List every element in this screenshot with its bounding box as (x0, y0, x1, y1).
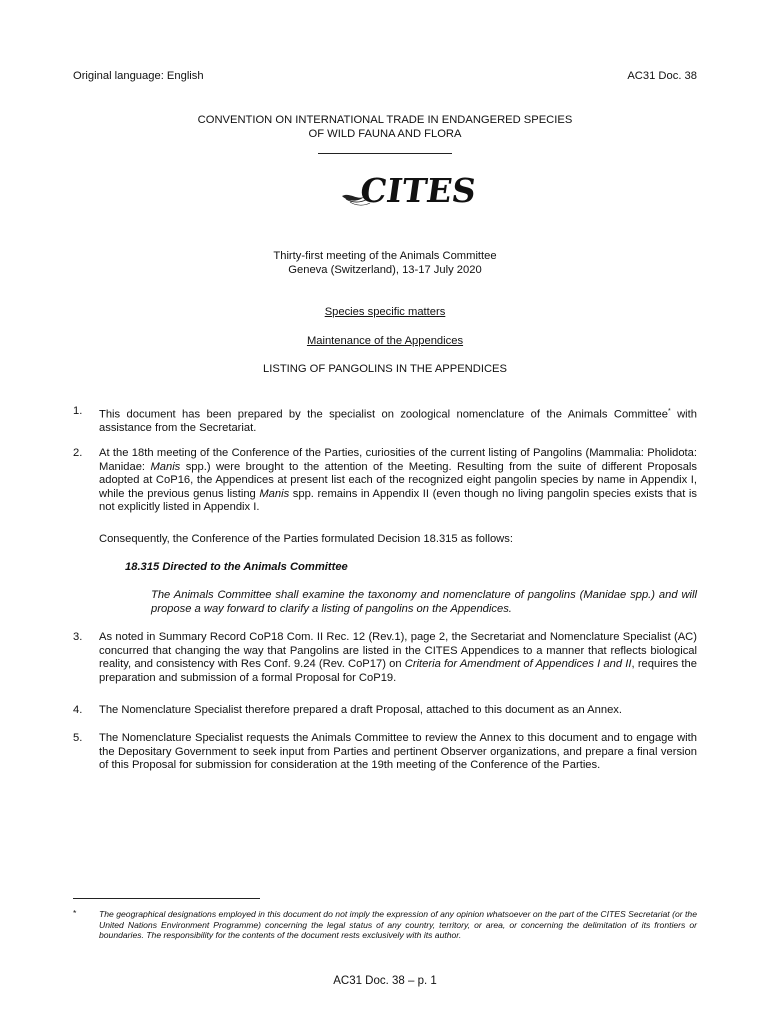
meeting-info (0, 249, 770, 277)
paragraph-1-text: This document has been prepared by the specialist on zoological nomenclature of the Animals Committee* with assistance from the Secretariat. (99, 408, 697, 435)
paragraph-1-number: 1. (73, 405, 83, 417)
paragraph-4 (73, 704, 697, 718)
convention-title-line2: OF WILD FAUNA AND FLORA (308, 128, 462, 140)
decision-heading: 18.315 Directed to the Animals Committee (125, 561, 348, 573)
paragraph-5 (73, 732, 697, 773)
heading-maintenance: Maintenance of the Appendices (306, 335, 464, 347)
paragraph-4-number: 4. (73, 704, 83, 716)
paragraph-2 (73, 447, 697, 515)
meeting-location-date: Geneva (Switzerland), 13-17 July 2020 (288, 264, 482, 276)
consequently-text: Consequently, the Conference of the Parties formulated Decision 18.315 as follows: (99, 533, 513, 545)
decision-text: The Animals Committee shall examine the taxonomy and nomenclature of pangolins (Manidae spp.) and will propose a way forward to clarify a listing of pangolins on the Appendices. (151, 589, 697, 615)
convention-title-line1: CONVENTION ON INTERNATIONAL TRADE IN ENDANGERED SPECIES (197, 114, 573, 126)
meeting-name: Thirty-first meeting of the Animals Committee (273, 250, 497, 262)
convention-title (0, 113, 770, 141)
paragraph-2-number: 2. (73, 447, 83, 459)
footnote (73, 909, 697, 941)
document-number: AC31 Doc. 38 (627, 70, 697, 82)
footnote-text: The geographical designations employed in this document do not imply the expression of any opinion whatsoever on the part of the CITES Secretariat (or the United Nations Environment Programme) concerning the legal status of any country, territory, or area, or concerning the delimitation of its frontiers or boundaries. The responsibility for the contents of the document rests exclusively with its author. (99, 909, 697, 940)
page-footer: AC31 Doc. 38 – p. 1 (333, 975, 437, 987)
paragraph-3 (73, 631, 697, 685)
paragraph-1 (73, 405, 697, 436)
cites-logo-icon (340, 166, 479, 212)
paragraph-4-text: The Nomenclature Specialist therefore prepared a draft Proposal, attached to this document as an Annex. (99, 704, 623, 716)
title-divider (318, 153, 452, 154)
paragraph-5-text: The Nomenclature Specialist requests the Animals Committee to review the Annex to this document and to engage with the Depositary Government to seek input from Parties and pertinent Observer organizations, and prepare a final version of this Proposal for submission for consideration at the 19th meeting of the Conference of the Parties. (99, 732, 697, 771)
footnote-reference[interactable]: * (667, 408, 671, 415)
logo-text: CITES (357, 171, 479, 210)
paragraph-2-text: At the 18th meeting of the Conference of the Parties, curiosities of the current listing of Pangolins (Mammalia: Pholidota: Manidae: Manis spp.) were brought to the attention of the Meeting. Resulting from the suite of different Proposals adopted at CoP16, the Appendices at present list each of the recognized eight pangolin species by name in Appendix I, while the previous genus listing Manis spp. remains in Appendix II (even though no living pangolin species exists that is not explicitly listed in Appendix I. (99, 447, 697, 513)
paragraph-3-number: 3. (73, 631, 83, 643)
original-language-label: Original language: English (73, 70, 204, 82)
document-title: LISTING OF PANGOLINS IN THE APPENDICES (263, 363, 507, 375)
paragraph-5-number: 5. (73, 732, 83, 744)
paragraph-3-text: As noted in Summary Record CoP18 Com. II Rec. 12 (Rev.1), page 2, the Secretariat and Nomenclature Specialist (AC) concurred that changing the way that Pangolins are listed in the CITES Appendices to a manner that reflects biological reality, and consistency with Res Conf. 9.24 (Rev. CoP17) on Criteria for Amendment of Appendices I and II, requires the preparation and submission of a formal Proposal for CoP19. (99, 631, 697, 684)
footnote-mark: * (73, 908, 77, 918)
footnote-divider (73, 898, 260, 899)
heading-species-matters: Species specific matters (324, 306, 446, 318)
